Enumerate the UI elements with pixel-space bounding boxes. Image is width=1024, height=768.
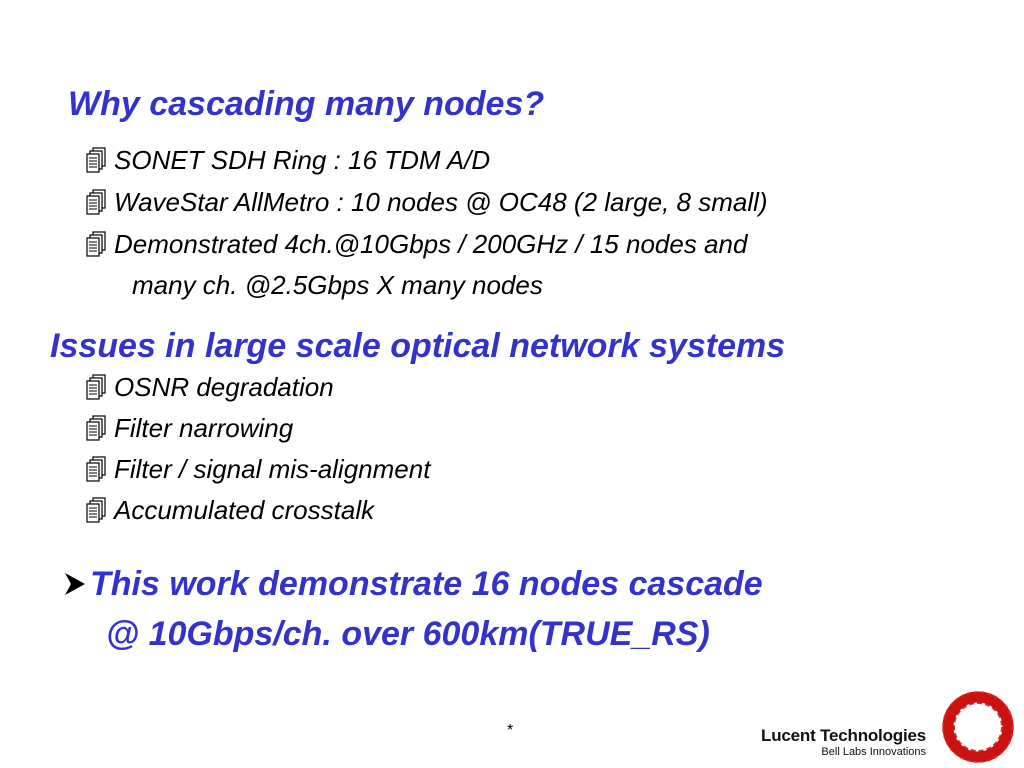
bullet-text: OSNR degradation <box>114 372 334 402</box>
conclusion-line-1 <box>62 562 763 606</box>
bullet-text: Accumulated crosstalk <box>114 495 375 525</box>
document-stack-icon <box>86 189 106 215</box>
bullet-continuation <box>132 269 543 301</box>
bullet-item <box>86 494 374 526</box>
bullet-item <box>86 186 768 218</box>
heading-issues: Issues in large scale optical network systems <box>50 327 786 365</box>
document-stack-icon <box>86 231 106 257</box>
company-name: Lucent Technologies <box>761 726 926 745</box>
document-stack-icon <box>86 497 106 523</box>
bullet-text: Filter / signal mis-alignment <box>114 454 431 484</box>
bullet-text: many ch. @2.5Gbps X many nodes <box>132 270 543 300</box>
company-tagline: Bell Labs Innovations <box>821 746 926 758</box>
bullet-item <box>86 144 490 176</box>
document-stack-icon <box>86 147 106 173</box>
conclusion-line-2: @ 10Gbps/ch. over 600km(TRUE_RS) <box>106 615 710 653</box>
bullet-item <box>86 228 747 260</box>
bullet-text: Demonstrated 4ch.@10Gbps / 200GHz / 15 nodes and <box>114 229 748 259</box>
bullet-item <box>86 453 430 485</box>
bullet-item <box>86 371 334 403</box>
conclusion-text-1: This work demonstrate 16 nodes cascade <box>90 565 763 603</box>
document-stack-icon <box>86 374 106 400</box>
innovation-ring-logo <box>938 686 1018 766</box>
page-mark: * <box>507 722 514 739</box>
bullet-item <box>86 412 293 444</box>
arrow-right-icon <box>62 570 88 598</box>
bullet-text: Filter narrowing <box>114 413 294 443</box>
document-stack-icon <box>86 415 106 441</box>
heading-why-cascading: Why cascading many nodes? <box>68 85 545 123</box>
document-stack-icon <box>86 456 106 482</box>
bullet-text: SONET SDH Ring : 16 TDM A/D <box>114 145 491 175</box>
company-wordmark <box>746 726 926 758</box>
bullet-text: WaveStar AllMetro : 10 nodes @ OC48 (2 large, 8 small) <box>114 187 768 217</box>
